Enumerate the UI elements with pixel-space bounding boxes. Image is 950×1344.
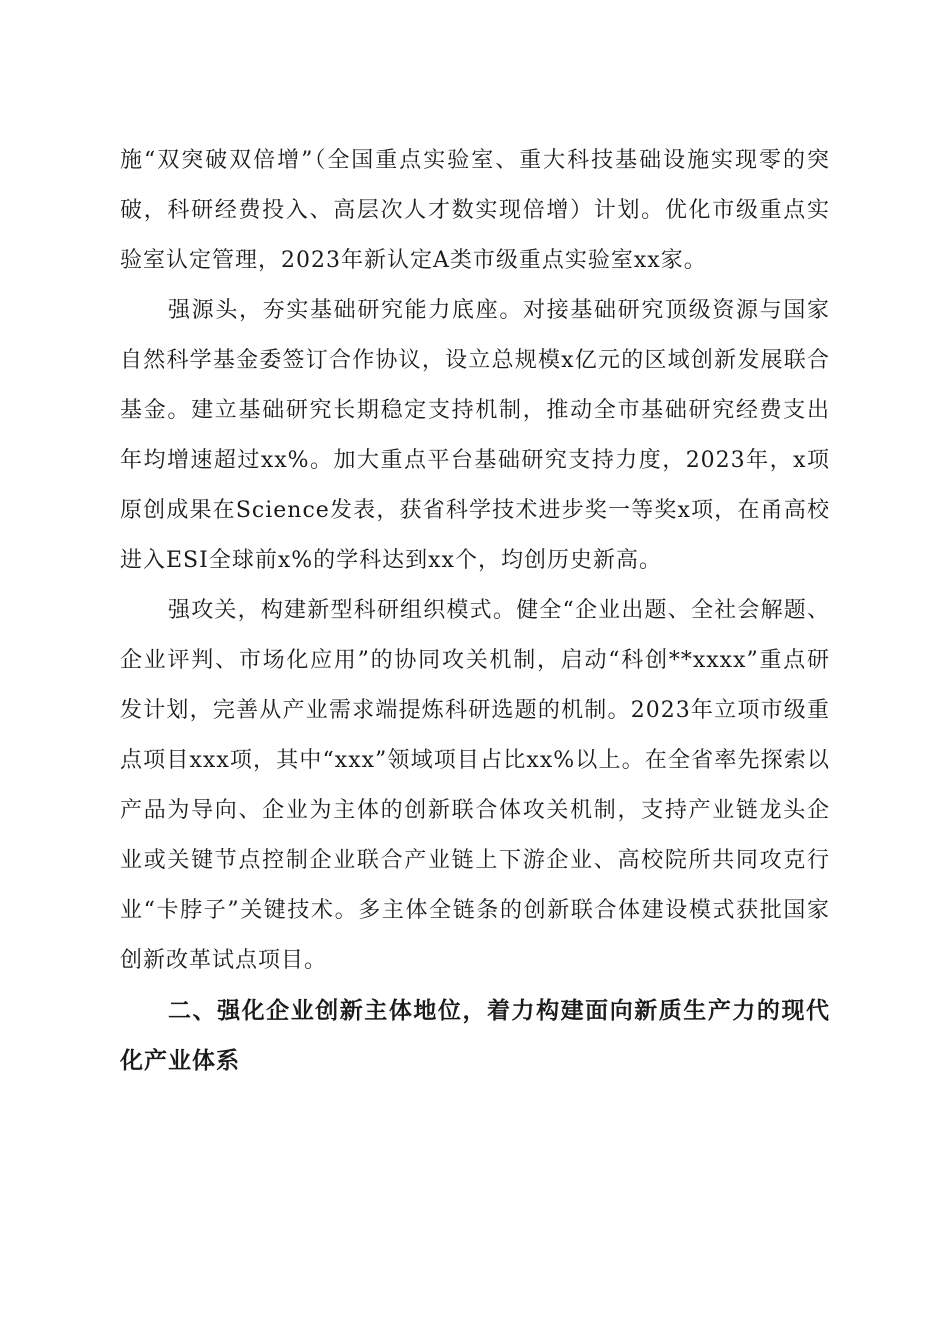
paragraph-research-organization: 强攻关，构建新型科研组织模式。健全“企业出题、全社会解题、企业评判、市场化应用”的协同攻关机制，启动“科创**xxxx”重点研发计划，完善从产业需求端提炼科研选题的机制。2023年立项市级重点项目xxx项，其中“xxx”领域项目占比xx%以上。在全省率先探索以产品为导向、企业为主体的创新联合体攻关机制，支持产业链龙头企业或关键节点控制企业联合产业链上下游企业、高校院所共同攻克行业“卡脖子”关键技术。多主体全链条的创新联合体建设模式获批国家创新改革试点项目。: [120, 598, 830, 973]
section-heading: 二、强化企业创新主体地位，着力构建面向新质生产力的现代化产业体系: [120, 998, 830, 1074]
paragraph-lab-plan: 施“双突破双倍增”（全国重点实验室、重大科技基础设施实现零的突破，科研经费投入、高层次人才数实现倍增）计划。优化市级重点实验室认定管理，2023年新认定A类市级重点实验室xx家。: [120, 148, 830, 273]
document-body: [120, 136, 830, 1086]
paragraph-basic-research: 强源头，夯实基础研究能力底座。对接基础研究顶级资源与国家自然科学基金委签订合作协议，设立总规模x亿元的区域创新发展联合基金。建立基础研究长期稳定支持机制，推动全市基础研究经费支出年均增速超过xx%。加大重点平台基础研究支持力度，2023年，x项原创成果在Science发表，获省科学技术进步奖一等奖x项，在甬高校进入ESI全球前x%的学科达到xx个，均创历史新高。: [120, 298, 830, 573]
